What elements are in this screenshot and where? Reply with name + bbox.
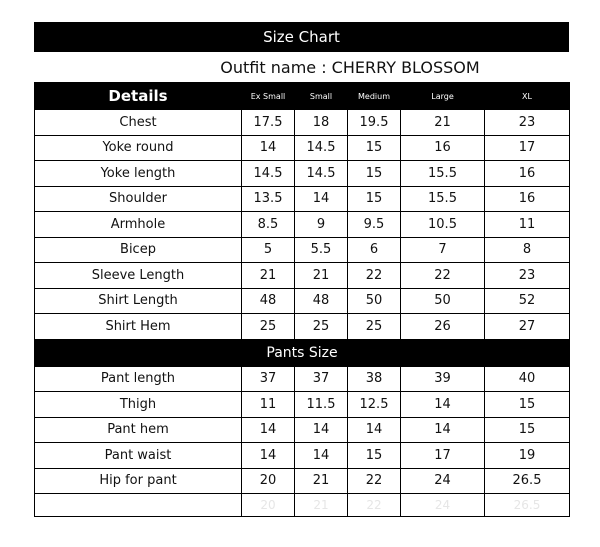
measurement-cell: 8.5 bbox=[242, 212, 295, 238]
measurement-cell: 15 bbox=[348, 161, 401, 187]
pants-section-title: Pants Size bbox=[35, 339, 570, 366]
measurement-cell: 15 bbox=[348, 186, 401, 212]
row-label: Chest bbox=[35, 110, 242, 136]
measurement-cell: 16 bbox=[485, 161, 570, 187]
header-details: Details bbox=[35, 83, 242, 110]
measurement-cell: 6 bbox=[348, 237, 401, 263]
header-size: Medium bbox=[348, 83, 401, 110]
faded-cell: 26.5 bbox=[485, 494, 570, 517]
faded-row bbox=[35, 494, 570, 517]
measurement-cell: 23 bbox=[485, 263, 570, 289]
measurement-cell: 17.5 bbox=[242, 110, 295, 136]
table-header-row bbox=[35, 83, 570, 110]
measurement-cell: 23 bbox=[485, 110, 570, 136]
row-label: Bicep bbox=[35, 237, 242, 263]
measurement-cell: 26 bbox=[401, 314, 485, 340]
table-row bbox=[35, 314, 570, 340]
measurement-cell: 14 bbox=[242, 417, 295, 443]
row-label: Yoke round bbox=[35, 135, 242, 161]
measurement-cell: 15 bbox=[485, 417, 570, 443]
measurement-cell: 15.5 bbox=[401, 161, 485, 187]
measurement-cell: 52 bbox=[485, 288, 570, 314]
measurement-cell: 22 bbox=[348, 468, 401, 494]
measurement-cell: 37 bbox=[242, 366, 295, 392]
measurement-cell: 5.5 bbox=[295, 237, 348, 263]
measurement-cell: 22 bbox=[401, 263, 485, 289]
measurement-cell: 15.5 bbox=[401, 186, 485, 212]
measurement-cell: 50 bbox=[401, 288, 485, 314]
table-row bbox=[35, 161, 570, 187]
faded-cell: 22 bbox=[348, 494, 401, 517]
header-size: Large bbox=[401, 83, 485, 110]
measurement-cell: 27 bbox=[485, 314, 570, 340]
measurement-cell: 14 bbox=[242, 135, 295, 161]
row-label: Shirt Length bbox=[35, 288, 242, 314]
measurement-cell: 39 bbox=[401, 366, 485, 392]
measurement-cell: 26.5 bbox=[485, 468, 570, 494]
table-row bbox=[35, 135, 570, 161]
measurement-cell: 14 bbox=[401, 417, 485, 443]
measurement-cell: 21 bbox=[242, 263, 295, 289]
measurement-cell: 11 bbox=[242, 392, 295, 418]
measurement-cell: 14 bbox=[295, 443, 348, 469]
measurement-cell: 21 bbox=[295, 263, 348, 289]
measurement-cell: 10.5 bbox=[401, 212, 485, 238]
measurement-cell: 9.5 bbox=[348, 212, 401, 238]
measurement-cell: 25 bbox=[348, 314, 401, 340]
faded-cell: 24 bbox=[401, 494, 485, 517]
table-row bbox=[35, 468, 570, 494]
faded-cell: 20 bbox=[242, 494, 295, 517]
measurement-cell: 14 bbox=[401, 392, 485, 418]
measurement-cell: 38 bbox=[348, 366, 401, 392]
header-size: XL bbox=[485, 83, 570, 110]
row-label: Pant length bbox=[35, 366, 242, 392]
table-row bbox=[35, 288, 570, 314]
measurement-cell: 20 bbox=[242, 468, 295, 494]
measurement-cell: 24 bbox=[401, 468, 485, 494]
measurement-cell: 7 bbox=[401, 237, 485, 263]
measurement-cell: 15 bbox=[348, 135, 401, 161]
faded-label bbox=[35, 494, 242, 517]
measurement-cell: 16 bbox=[401, 135, 485, 161]
measurement-cell: 16 bbox=[485, 186, 570, 212]
measurement-cell: 14 bbox=[295, 186, 348, 212]
pants-section-row bbox=[35, 339, 570, 366]
measurement-cell: 25 bbox=[295, 314, 348, 340]
row-label: Hip for pant bbox=[35, 468, 242, 494]
measurement-cell: 15 bbox=[485, 392, 570, 418]
table-row bbox=[35, 366, 570, 392]
table-row bbox=[35, 110, 570, 136]
measurement-cell: 50 bbox=[348, 288, 401, 314]
size-chart-title: Size Chart bbox=[34, 22, 569, 52]
table-row bbox=[35, 237, 570, 263]
measurement-cell: 15 bbox=[348, 443, 401, 469]
measurement-cell: 14.5 bbox=[295, 135, 348, 161]
measurement-cell: 14 bbox=[242, 443, 295, 469]
measurement-cell: 14 bbox=[295, 417, 348, 443]
row-label: Pant hem bbox=[35, 417, 242, 443]
measurement-cell: 13.5 bbox=[242, 186, 295, 212]
measurement-cell: 48 bbox=[295, 288, 348, 314]
row-label: Yoke length bbox=[35, 161, 242, 187]
measurement-cell: 9 bbox=[295, 212, 348, 238]
measurement-cell: 14.5 bbox=[242, 161, 295, 187]
row-label: Shirt Hem bbox=[35, 314, 242, 340]
faded-cell: 21 bbox=[295, 494, 348, 517]
measurement-cell: 11.5 bbox=[295, 392, 348, 418]
measurement-cell: 25 bbox=[242, 314, 295, 340]
table-row bbox=[35, 392, 570, 418]
measurement-cell: 14.5 bbox=[295, 161, 348, 187]
row-label: Armhole bbox=[35, 212, 242, 238]
measurement-cell: 21 bbox=[401, 110, 485, 136]
measurement-cell: 21 bbox=[295, 468, 348, 494]
measurement-cell: 19 bbox=[485, 443, 570, 469]
row-label: Pant waist bbox=[35, 443, 242, 469]
table-row bbox=[35, 417, 570, 443]
table-row bbox=[35, 186, 570, 212]
measurement-cell: 17 bbox=[485, 135, 570, 161]
measurement-cell: 22 bbox=[348, 263, 401, 289]
outfit-name: Outfit name : CHERRY BLOSSOM bbox=[220, 58, 480, 77]
table-row bbox=[35, 263, 570, 289]
header-size: Small bbox=[295, 83, 348, 110]
measurement-cell: 11 bbox=[485, 212, 570, 238]
measurement-cell: 17 bbox=[401, 443, 485, 469]
measurement-cell: 5 bbox=[242, 237, 295, 263]
row-label: Thigh bbox=[35, 392, 242, 418]
row-label: Shoulder bbox=[35, 186, 242, 212]
measurement-cell: 12.5 bbox=[348, 392, 401, 418]
row-label: Sleeve Length bbox=[35, 263, 242, 289]
measurement-cell: 8 bbox=[485, 237, 570, 263]
table-row bbox=[35, 443, 570, 469]
table-row bbox=[35, 212, 570, 238]
measurement-cell: 48 bbox=[242, 288, 295, 314]
measurement-cell: 37 bbox=[295, 366, 348, 392]
measurement-cell: 19.5 bbox=[348, 110, 401, 136]
measurement-cell: 40 bbox=[485, 366, 570, 392]
size-chart-table bbox=[34, 82, 570, 517]
measurement-cell: 14 bbox=[348, 417, 401, 443]
header-size: Ex Small bbox=[242, 83, 295, 110]
measurement-cell: 18 bbox=[295, 110, 348, 136]
